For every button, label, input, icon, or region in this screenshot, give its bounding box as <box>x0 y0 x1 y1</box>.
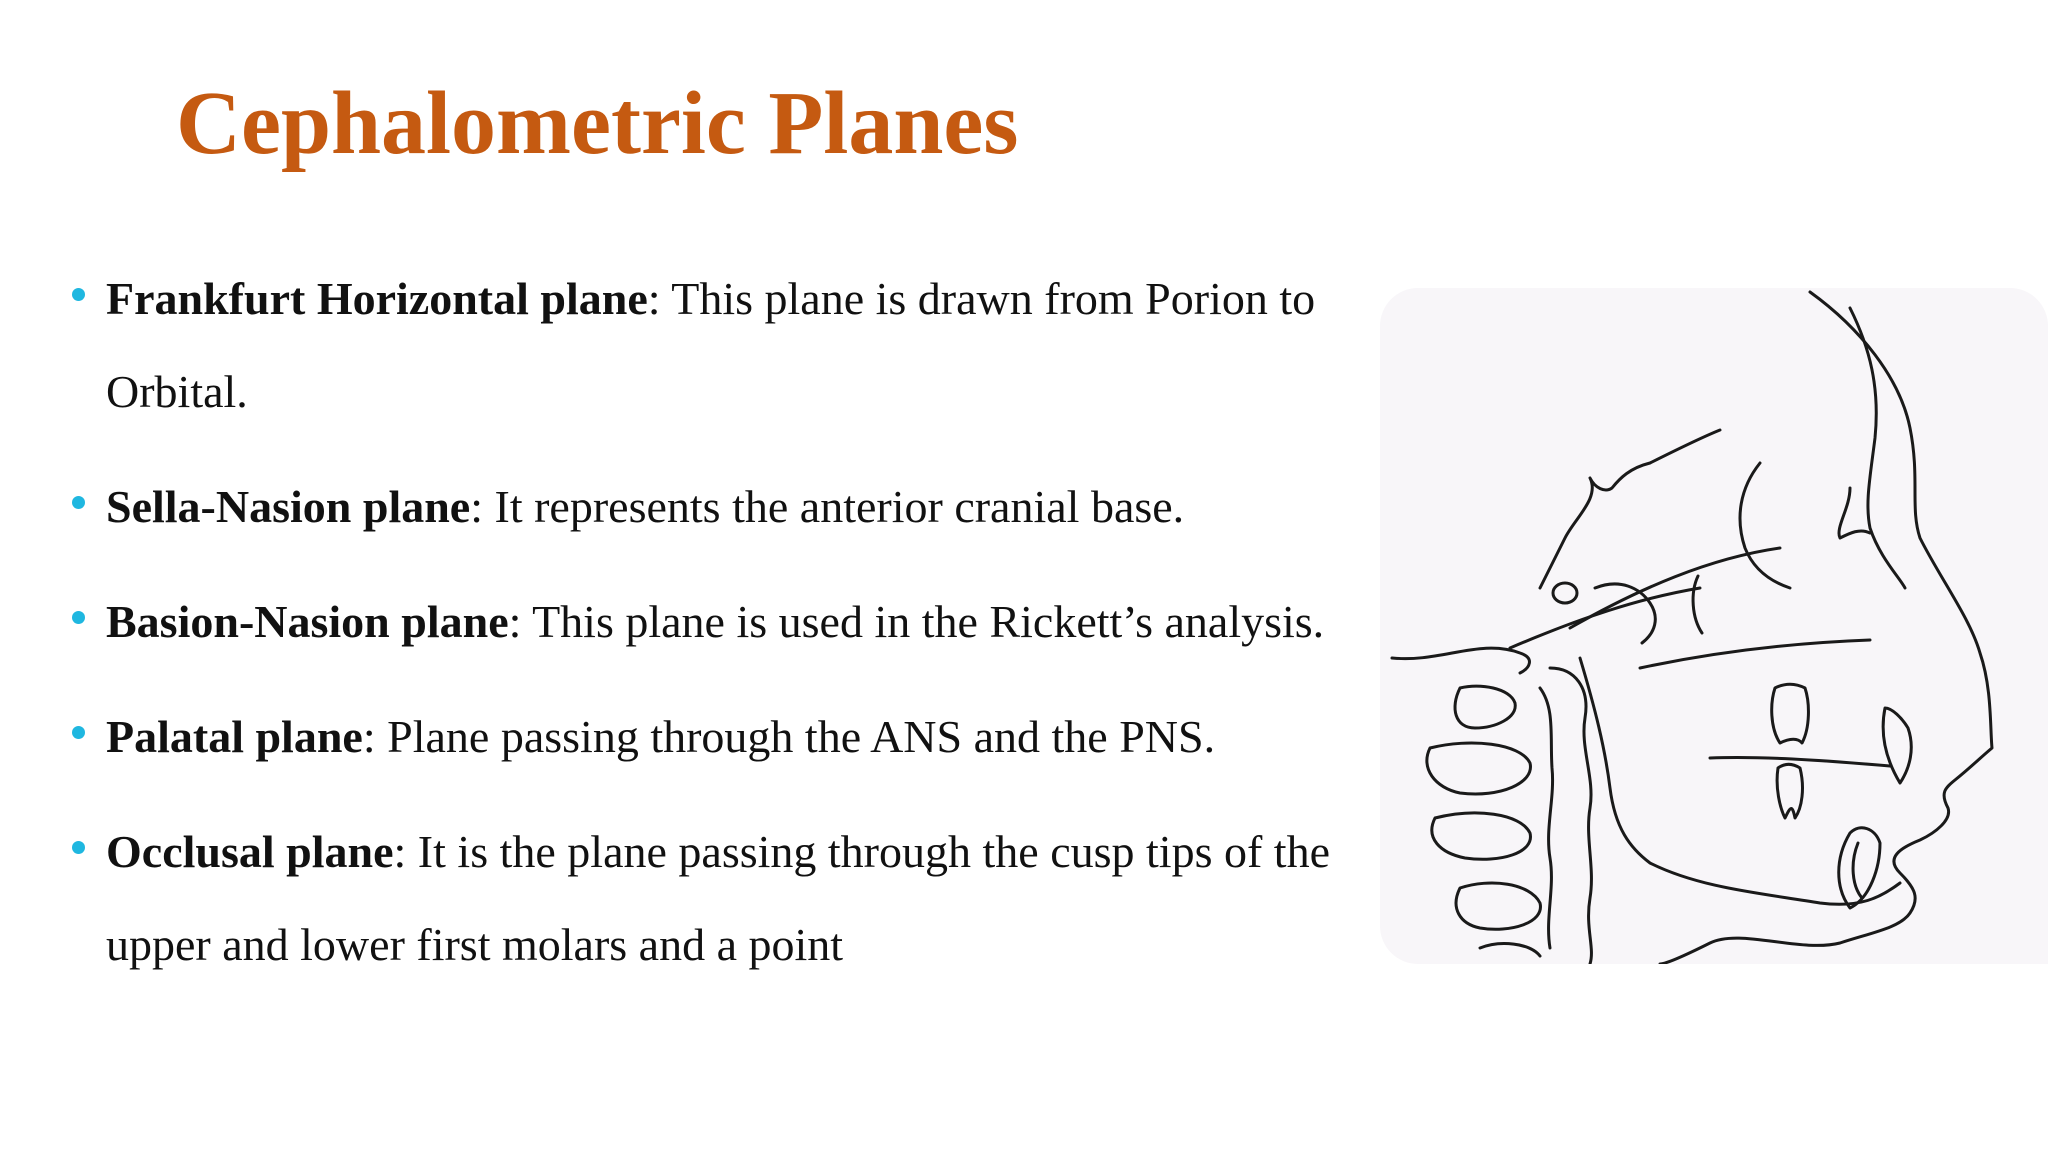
upper-molar <box>1772 684 1809 743</box>
orbital-mark <box>1693 576 1702 633</box>
porion-marker <box>1553 583 1577 603</box>
orbit-line <box>1740 463 1790 588</box>
bullet-occlusal-plane <box>70 805 1350 991</box>
lower-incisor-inner <box>1853 843 1862 898</box>
cephalometric-tracing-icon <box>1380 288 2048 964</box>
bullet-description: : This plane is drawn from Porion to Orbital. <box>106 273 1316 417</box>
cephalometric-tracing-figure <box>1380 288 2048 964</box>
bullet-term: Frankfurt Horizontal plane <box>106 273 648 324</box>
bullet-icon <box>72 841 85 854</box>
frankfurt-line <box>1510 588 1700 648</box>
bullet-basion-nasion-plane <box>70 575 1350 668</box>
bullet-icon <box>72 611 85 624</box>
bullet-term: Palatal plane <box>106 711 363 762</box>
skull-base-line <box>1392 648 1529 673</box>
cranial-base-line <box>1540 430 1720 588</box>
vertebra-c1 <box>1455 686 1515 728</box>
bullet-icon <box>72 496 85 509</box>
occlusal-plane-line <box>1710 757 1890 766</box>
bullet-term: Sella-Nasion plane <box>106 481 471 532</box>
bullet-icon <box>72 726 85 739</box>
facial-profile-line <box>1660 292 1992 964</box>
bullet-term: Occlusal plane <box>106 826 394 877</box>
bullet-description: : Plane passing through the ANS and the PNS. <box>362 711 1216 762</box>
bullet-description: : This plane is used in the Rickett’s analysis. <box>508 596 1325 647</box>
lower-molar <box>1777 764 1802 818</box>
upper-incisor <box>1883 708 1911 783</box>
bullet-icon <box>72 288 85 301</box>
vertebra-c2 <box>1427 743 1531 794</box>
bullet-sella-nasion-plane <box>70 460 1350 553</box>
sella-nasion-line <box>1570 548 1780 628</box>
slide-title: Cephalometric Planes <box>176 74 1019 173</box>
bullet-description: : It represents the anterior cranial base. <box>470 481 1185 532</box>
nasal-floor-line <box>1839 488 1870 538</box>
vertebra-c4 <box>1456 883 1540 929</box>
frontal-bone-line <box>1850 308 1905 588</box>
palatal-plane-line <box>1640 640 1870 668</box>
vertebra-c5 <box>1480 944 1540 956</box>
bullet-list <box>70 252 1350 1013</box>
spinal-column-line <box>1550 668 1591 964</box>
bullet-frankfurt-horizontal-plane <box>70 252 1350 438</box>
bullet-term: Basion-Nasion plane <box>106 596 509 647</box>
bullet-description: : It is the plane passing through the cusp tips of the upper and lower first molars and a point <box>106 826 1330 970</box>
spinal-column-line-inner <box>1540 688 1553 948</box>
vertebra-c3 <box>1432 813 1531 859</box>
bullet-palatal-plane <box>70 690 1350 783</box>
